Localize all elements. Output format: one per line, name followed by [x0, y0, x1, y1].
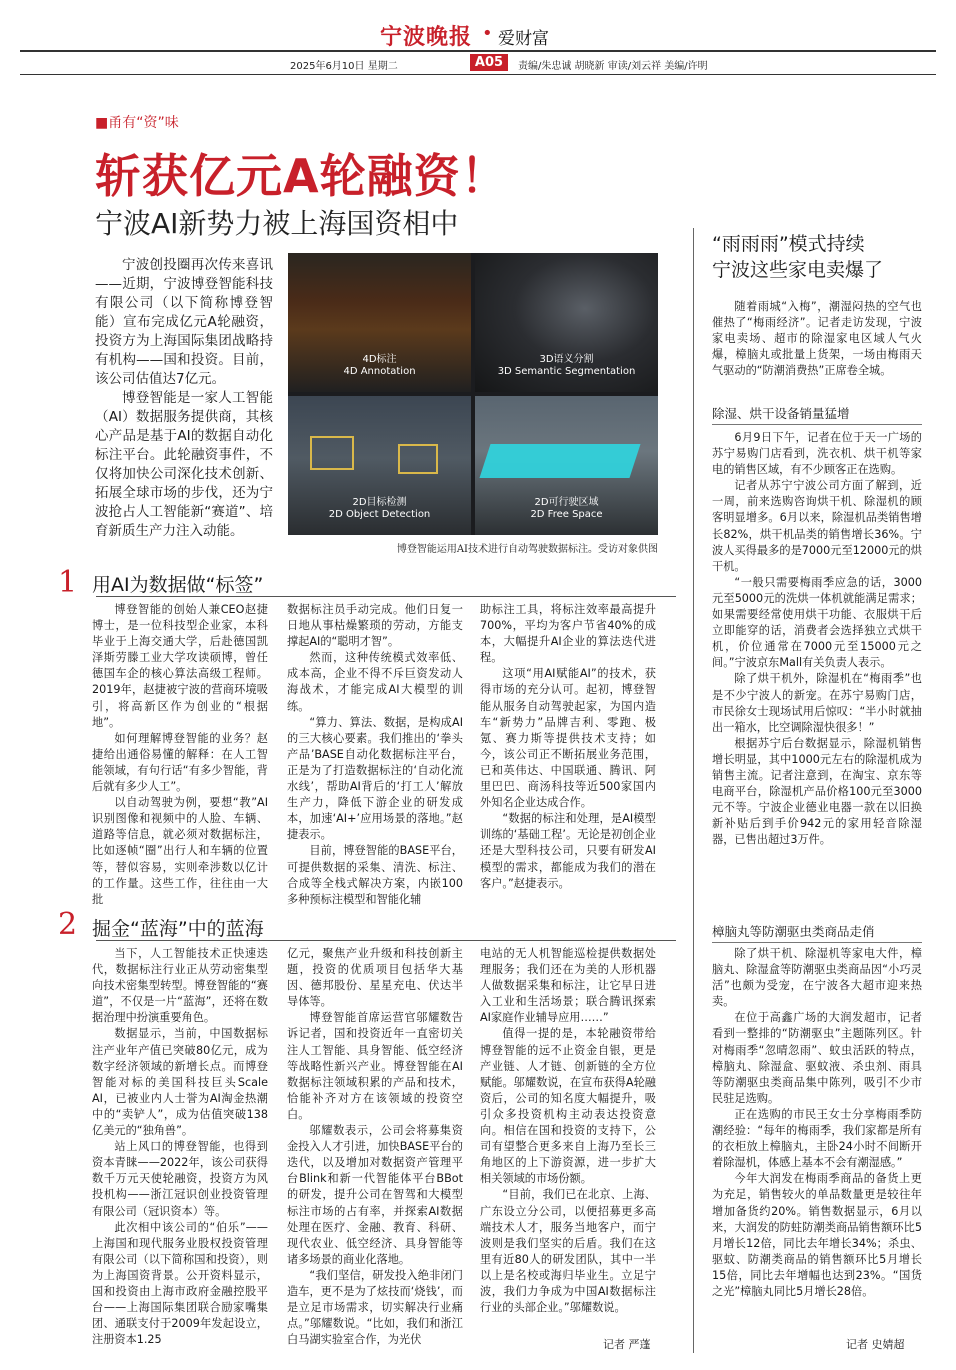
- sidebar-section2: [712, 946, 922, 1334]
- headline: 斩获亿元A轮融资！: [95, 149, 508, 203]
- lead-text: [95, 256, 273, 541]
- paragraph: 助标注工具，将标注效率最高提升700%，平均为客户节省40%的成本，大幅提升AI企业的算法迭代进程。: [480, 603, 656, 665]
- paragraph: 随着雨城“入梅”，潮湿闷热的空气也催热了“梅雨经济”。记者走访发现，宁波家电卖场、超市的除湿家电区域人气火爆，樟脑丸或批量上货架，一场由梅雨天气驱动的“防潮消费热”正席卷全城。: [712, 300, 922, 378]
- section-rule: [96, 596, 676, 597]
- paragraph: 然而，这种传统模式效率低、成本高，企业不得不斥巨资发动人海战术，才能完成AI大模型的训练。: [287, 651, 463, 713]
- section2-col1: [92, 946, 268, 1350]
- photo-tile-3d-seg: [475, 253, 658, 392]
- paragraph: 邬耀数表示，公司会将募集资金投入人才引进，加快BASE平台的迭代，以及增加对数据资产管理平台Blink和新一代智能体平台BBot的研发，提升公司在智驾和大模型标注市场的占有率，并探索AI数据处理在医疗、金融、教育、科研、现代农业、低空经济、具身智能等诸多场景的商业化落地。: [287, 1124, 463, 1266]
- paragraph: 数据标注员手动完成。他们日复一日地从事枯燥繁琐的劳动，方能支撑起AI的“聪明才智”。: [287, 603, 463, 649]
- photo-caption: 博登智能运用AI技术进行自动驾驶数据标注。受访对象供图: [396, 544, 658, 555]
- paragraph: 亿元，聚焦产业升级和科技创新主题，投资的优质项目包括华大基因、德邦股份、星星充电、伏达半导体等。: [287, 947, 463, 1009]
- section1-col3: [480, 602, 656, 892]
- paragraph: 6月9日下午，记者在位于天一广场的苏宁易购门店看到，洗衣机、烘干机等家电的销售区域，有不少顾客正在选购。: [712, 431, 922, 477]
- paragraph: 今年大润发在梅雨季商品的备货上更为充足，销售较火的单品数量更是较往年增加备货约20%。销售数据显示，6月以来，大润发的防蛀防潮类商品销售额环比5月增长12倍，同比去年增长34%；杀虫、驱蚊、防潮类商品的销售额环比5月增长15倍，同比去年增幅也达到23%。“国货之光”樟脑丸同比5月增长28倍。: [712, 1172, 922, 1298]
- tile-label: 3D语义分割 3D Semantic Segmentation: [497, 354, 636, 377]
- sidebar-title-line1: “雨雨雨”模式持续: [712, 233, 865, 255]
- paragraph: “目前，我们已在北京、上海、广东设立分公司，以便招募更多高端技术人才，服务当地客户，而宁波则是我们坚实的后盾。我们在这里有近80人的研发团队，其中一半以上是名校或海归毕业生。立足宁波，我们力争成为中国AI数据标注行业的头部企业。”邬耀数说。: [480, 1188, 656, 1315]
- subhead-rule: [712, 424, 922, 425]
- section2-col2: [287, 946, 463, 1350]
- sidebar-intro: [712, 299, 922, 395]
- paragraph: 数据显示，当前，中国数据标注产业年产值已突破80亿元，成为数字经济领域的新增长点。而博登智能对标的美国科技巨头Scale AI，已被业内人士誉为AI淘金热潮中的“卖铲人”，成为估值突破138亿美元的“独角兽”。: [92, 1027, 268, 1138]
- paragraph: “一般只需要梅雨季应急的话，3000元至5000元的洗烘一体机就能满足需求；如果需要经常使用烘干功能、衣服烘干后立即能穿的话，消费者会选择独立式烘干机，价位通常在7000元至15000元之间。”宁波京东Mall有关负责人表示。: [712, 575, 922, 670]
- paragraph: 除了烘干机、除湿机等家电大件，樟脑丸、除湿盒等防潮驱虫类商品因“小巧灵活”也颇为受宠，在宁波各大超市迎来热卖。: [712, 947, 922, 1009]
- issue-date: 2025年6月10日 星期二: [290, 61, 398, 72]
- photo-tile-4d: [288, 253, 471, 392]
- section-number: 2: [58, 907, 78, 942]
- paragraph: 目前，博登智能的BASE平台，可提供数据的采集、清洗、标注、合成等全栈式解决方案，内嵌100多种预标注模型和智能化辅: [287, 844, 463, 906]
- sidebar-section1: [712, 430, 922, 912]
- tile-label: 2D可行驶区域 2D Free Space: [530, 497, 603, 520]
- paragraph: “我们坚信，研发投入绝非闭门造车，更不是为了炫技而‘烧钱’，而是立足市场需求，切实解决行业痛点。”邬耀数说。“比如，我们和浙江白马湖实验室合作，为光伏: [287, 1268, 463, 1347]
- paragraph: 值得一提的是，本轮融资带给博登智能的远不止资金自银，更是产业链、人才链、创新链的全方位赋能。邬耀数说，在宣布获得A轮融资后，公司的知名度大幅提升，吸引众多投资机构主动表达投资意向。相信在国和投资的支持下，公司有望整合更多来自上海乃至长三角地区的上下游资源，进一步扩大相关领域的市场份额。: [480, 1027, 656, 1186]
- paragraph: 在位于高鑫广场的大润发超市，记者看到一整排的“防潮驱虫”主题陈列区。针对梅雨季“忽晴忽雨”、蚊虫活跃的特点，樟脑丸、除湿盒、驱蚊液、杀虫剂、雨具等防潮驱虫类商品集中陈列，吸引不少市民驻足选购。: [712, 1011, 922, 1105]
- paragraph: 这项“用AI赋能AI”的技术，获得市场的充分认可。起初，博登智能从服务自动驾驶起家，为国内造车“新势力”品牌吉利、零跑、极氪、赛力斯等提供技术支持；如今，该公司正不断拓展业务范围，已和英伟达、中国联通、腾讯、阿里巴巴、商汤科技等近500家国内外知名企业达成合作。: [480, 667, 656, 810]
- byline: 记者 史婧超: [846, 1338, 905, 1351]
- subheadline: 宁波AI新势力被上海国资相中: [95, 207, 459, 240]
- section-title: 用AI为数据做“标签”: [92, 574, 264, 596]
- paragraph: 除了烘干机外，除湿机在“梅雨季”也是不少宁波人的新宠。在苏宁易购门店，市民徐女士现场试用后惊叹：“半小时就抽出一箱水，比空调除湿快很多！”: [712, 672, 922, 734]
- header-rule: [20, 74, 936, 75]
- sidebar-subhead: 樟脑丸等防潮驱虫类商品走俏: [712, 924, 875, 939]
- paragraph: “算力、算法、数据，是构成AI的三大核心要素。我们推出的‘拳头产品’BASE自动化数据标注平台，正是为了打造数据标注的‘自动化流水线’，帮助AI背后的‘打工人’解放生产力，降低下游企业的研发成本，加速‘AI+’应用场景的落地。”赵捷表示。: [287, 715, 463, 842]
- tile-label: 4D标注 4D Annotation: [343, 354, 416, 377]
- byline: 记者 严蓬: [603, 1338, 651, 1351]
- masthead-rule: [20, 50, 936, 52]
- paragraph: 如何理解博登智能的业务？赵捷给出通俗易懂的解释：在人工智能领域，有句行话“有多少智能，背后就有多少人工”。: [92, 731, 268, 794]
- section2-col3: [480, 946, 656, 1334]
- sidebar-title-line2: 宁波这些家电卖爆了: [712, 259, 884, 281]
- paragraph: 博登智能首席运营官邬耀数告诉记者，国和投资近年一直密切关注人工智能、具身智能、低空经济等战略性新兴产业。博登智能在AI数据标注领域积累的产品和技术，恰能补齐对方在该领域的投资空白。: [287, 1011, 463, 1121]
- paragraph: 记者从苏宁宁波公司方面了解到，近一周，前来选购咨询烘干机、除湿机的顾客明显增多。6月以来，除湿机品类销售增长82%，烘干机品类的销售增长36%。宁波人买得最多的是7000元至12000元的烘干机。: [712, 479, 922, 573]
- article-photo: [288, 253, 658, 535]
- sidebar-subhead: 除湿、烘干设备销量猛增: [712, 406, 850, 421]
- paragraph: 博登智能的创始人兼CEO赵捷博士，是一位科技型企业家，本科毕业于上海交通大学，后赴德国凯泽斯劳滕工业大学攻读硕博，曾任德国车企的核心算法高级工程师。2019年，赵捷被宁波的营商环境吸引，将高新区作为创业的“根据地”。: [92, 603, 268, 729]
- paragraph: 电站的无人机智能巡检提供数据处理服务；我们还在为美的人形机器人做数据采集和标注，让它早日进入工业和生活场景；联合腾讯探索AI家庭作业辅导应用……”: [480, 947, 656, 1025]
- tile-label: 2D目标检测 2D Object Detection: [328, 497, 431, 520]
- newspaper-logo: 宁波晚报: [380, 24, 473, 50]
- paragraph: 当下，人工智能技术正快速迭代，数据标注行业正从劳动密集型向技术密集型转型。博登智能的“赛道”，不仅是一片“蓝海”，还将在数据治理中扮演重要角色。: [92, 947, 268, 1025]
- section-name: 爱财富: [498, 29, 549, 49]
- photo-tile-freespace: [475, 396, 658, 535]
- paragraph: 站上风口的博登智能，也得到资本青睐——2022年，该公司获得数千万元天使轮融资，投资方为风投机构——浙江冠识创业投资管理有限公司（冠识资本）等。: [92, 1140, 268, 1218]
- paragraph: 正在选购的市民王女士分享梅雨季防潮经验：“每年的梅雨季，我们家都是所有的衣柜放上樟脑丸，主卧24小时不间断开着除湿机，体感上基本不会有潮湿感。”: [712, 1107, 922, 1170]
- paragraph: 此次相中该公司的“伯乐”——上海国和现代服务业股权投资管理有限公司（以下简称国和投资），则为上海国资背景。公开资料显示，国和投资由上海市政府金融控股平台——上海国际集团联合励家嘴集团、通联支付于2009年发起设立，注册资本1.25: [92, 1220, 268, 1347]
- paragraph: “数据的标注和处理，是AI模型训练的‘基础工程’。无论是初创企业还是大型科技公司，只要有研发AI模型的需求，都能成为我们的潜在客户。”赵捷表示。: [480, 812, 656, 890]
- subhead-rule: [712, 942, 922, 943]
- page-number: A05: [470, 54, 508, 71]
- paragraph: 宁波创投圈再次传来喜讯——近期，宁波博登智能科技有限公司（以下简称博登智能）宣布完成亿元A轮融资，投资方为上海国际集团战略持有机构——国和投资。目前，该公司估值达7亿元。: [95, 257, 273, 387]
- paragraph: 根据苏宁后台数据显示，除湿机销售增长明显，其中1000元左右的除湿机成为销售主流。记者注意到，在淘宝、京东等电商平台，除湿机产品价格100元至3000元不等。宁波企业德业电器一款在以旧换新补贴后到手价942元的家用轻音除湿器，已售出超过3万件。: [712, 736, 922, 847]
- section-number: 1: [58, 565, 78, 600]
- section1-col1: [92, 602, 268, 906]
- section-title: 掘金“蓝海”中的蓝海: [92, 918, 264, 940]
- section-rule: [96, 940, 676, 941]
- paragraph: 博登智能是一家人工智能（AI）数据服务提供商，其核心产品是基于AI的数据自动化标注平台。此轮融资事件，不仅将加快公司深化技术创新、拓展全球市场的步伐，还为宁波抢占人工智能新“赛道”、培育新质生产力注入动能。: [95, 390, 273, 539]
- column-kicker: ■甬有“资”味: [95, 115, 179, 131]
- masthead-dot: •: [482, 23, 493, 44]
- editor-credits: 责编/朱忠诚 胡晓新 审读/刘云祥 美编/许明: [518, 61, 708, 72]
- section1-col2: [287, 602, 463, 906]
- column-divider: [693, 228, 694, 1353]
- paragraph: 以自动驾驶为例，要想“教”AI识别图像和视频中的人脸、车辆、道路等信息，就必须对数据标注，比如逐帧“圈”出行人和车辆的位置等，替似容易，实则牵涉数以亿计的工作量。这些工作，往往由一大批: [92, 796, 268, 906]
- photo-tile-2d-det: [288, 396, 471, 535]
